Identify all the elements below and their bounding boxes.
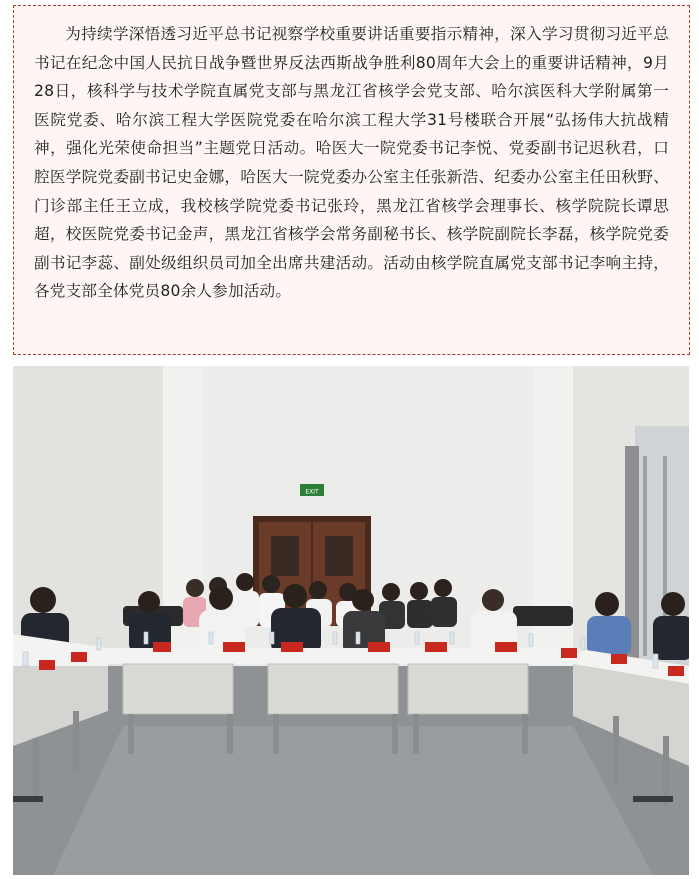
right-desk-leg bbox=[663, 736, 669, 806]
left-desk-leg bbox=[73, 711, 79, 771]
floor-highlight bbox=[53, 726, 653, 875]
meeting-photo bbox=[13, 366, 689, 875]
exit-sign-label: EXIT bbox=[305, 488, 319, 496]
door-window bbox=[325, 536, 353, 576]
article-paragraph: 为持续学深悟透习近平总书记视察学校重要讲话重要指示精神，深入学习贯彻习近平总书记在纪念中国人民抗日战争暨世界反法西斯战争胜利80周年大会上的重要讲话精神，9月28日，核科学与技术学院直属党支部与黑龙江省核学会党支部、哈尔滨医科大学附属第一医院党委、哈尔滨工程大学医院党委在哈尔滨工程大学31号楼联合开展“弘扬伟大抗战精神，强化光荣使命担当”主题党日活动。哈医大一院党委书记李悦、党委副书记迟秋君，口腔医学院党委副书记史金娜，哈医大一院党委办公室主任张新浩、纪委办公室主任田秋野、门诊部主任王立成，我校核学院党委书记张玲，黑龙江省核学会理事长、核学院院长谭思超，校医院党委书记金声，黑龙江省核学会常务副秘书长、核学院副院长李磊，核学院党委副书记李蕊、副处级组织员司加全出席共建活动。活动由核学院直属党支部书记李响主持，各党支部全体党员80余人参加活动。 bbox=[34, 25, 669, 301]
article-text-box bbox=[13, 5, 690, 355]
left-desk-leg bbox=[33, 738, 39, 798]
right-desk-leg bbox=[613, 716, 619, 786]
window-frame bbox=[643, 456, 647, 656]
desk-fronts bbox=[123, 664, 528, 714]
door-window bbox=[271, 536, 299, 576]
